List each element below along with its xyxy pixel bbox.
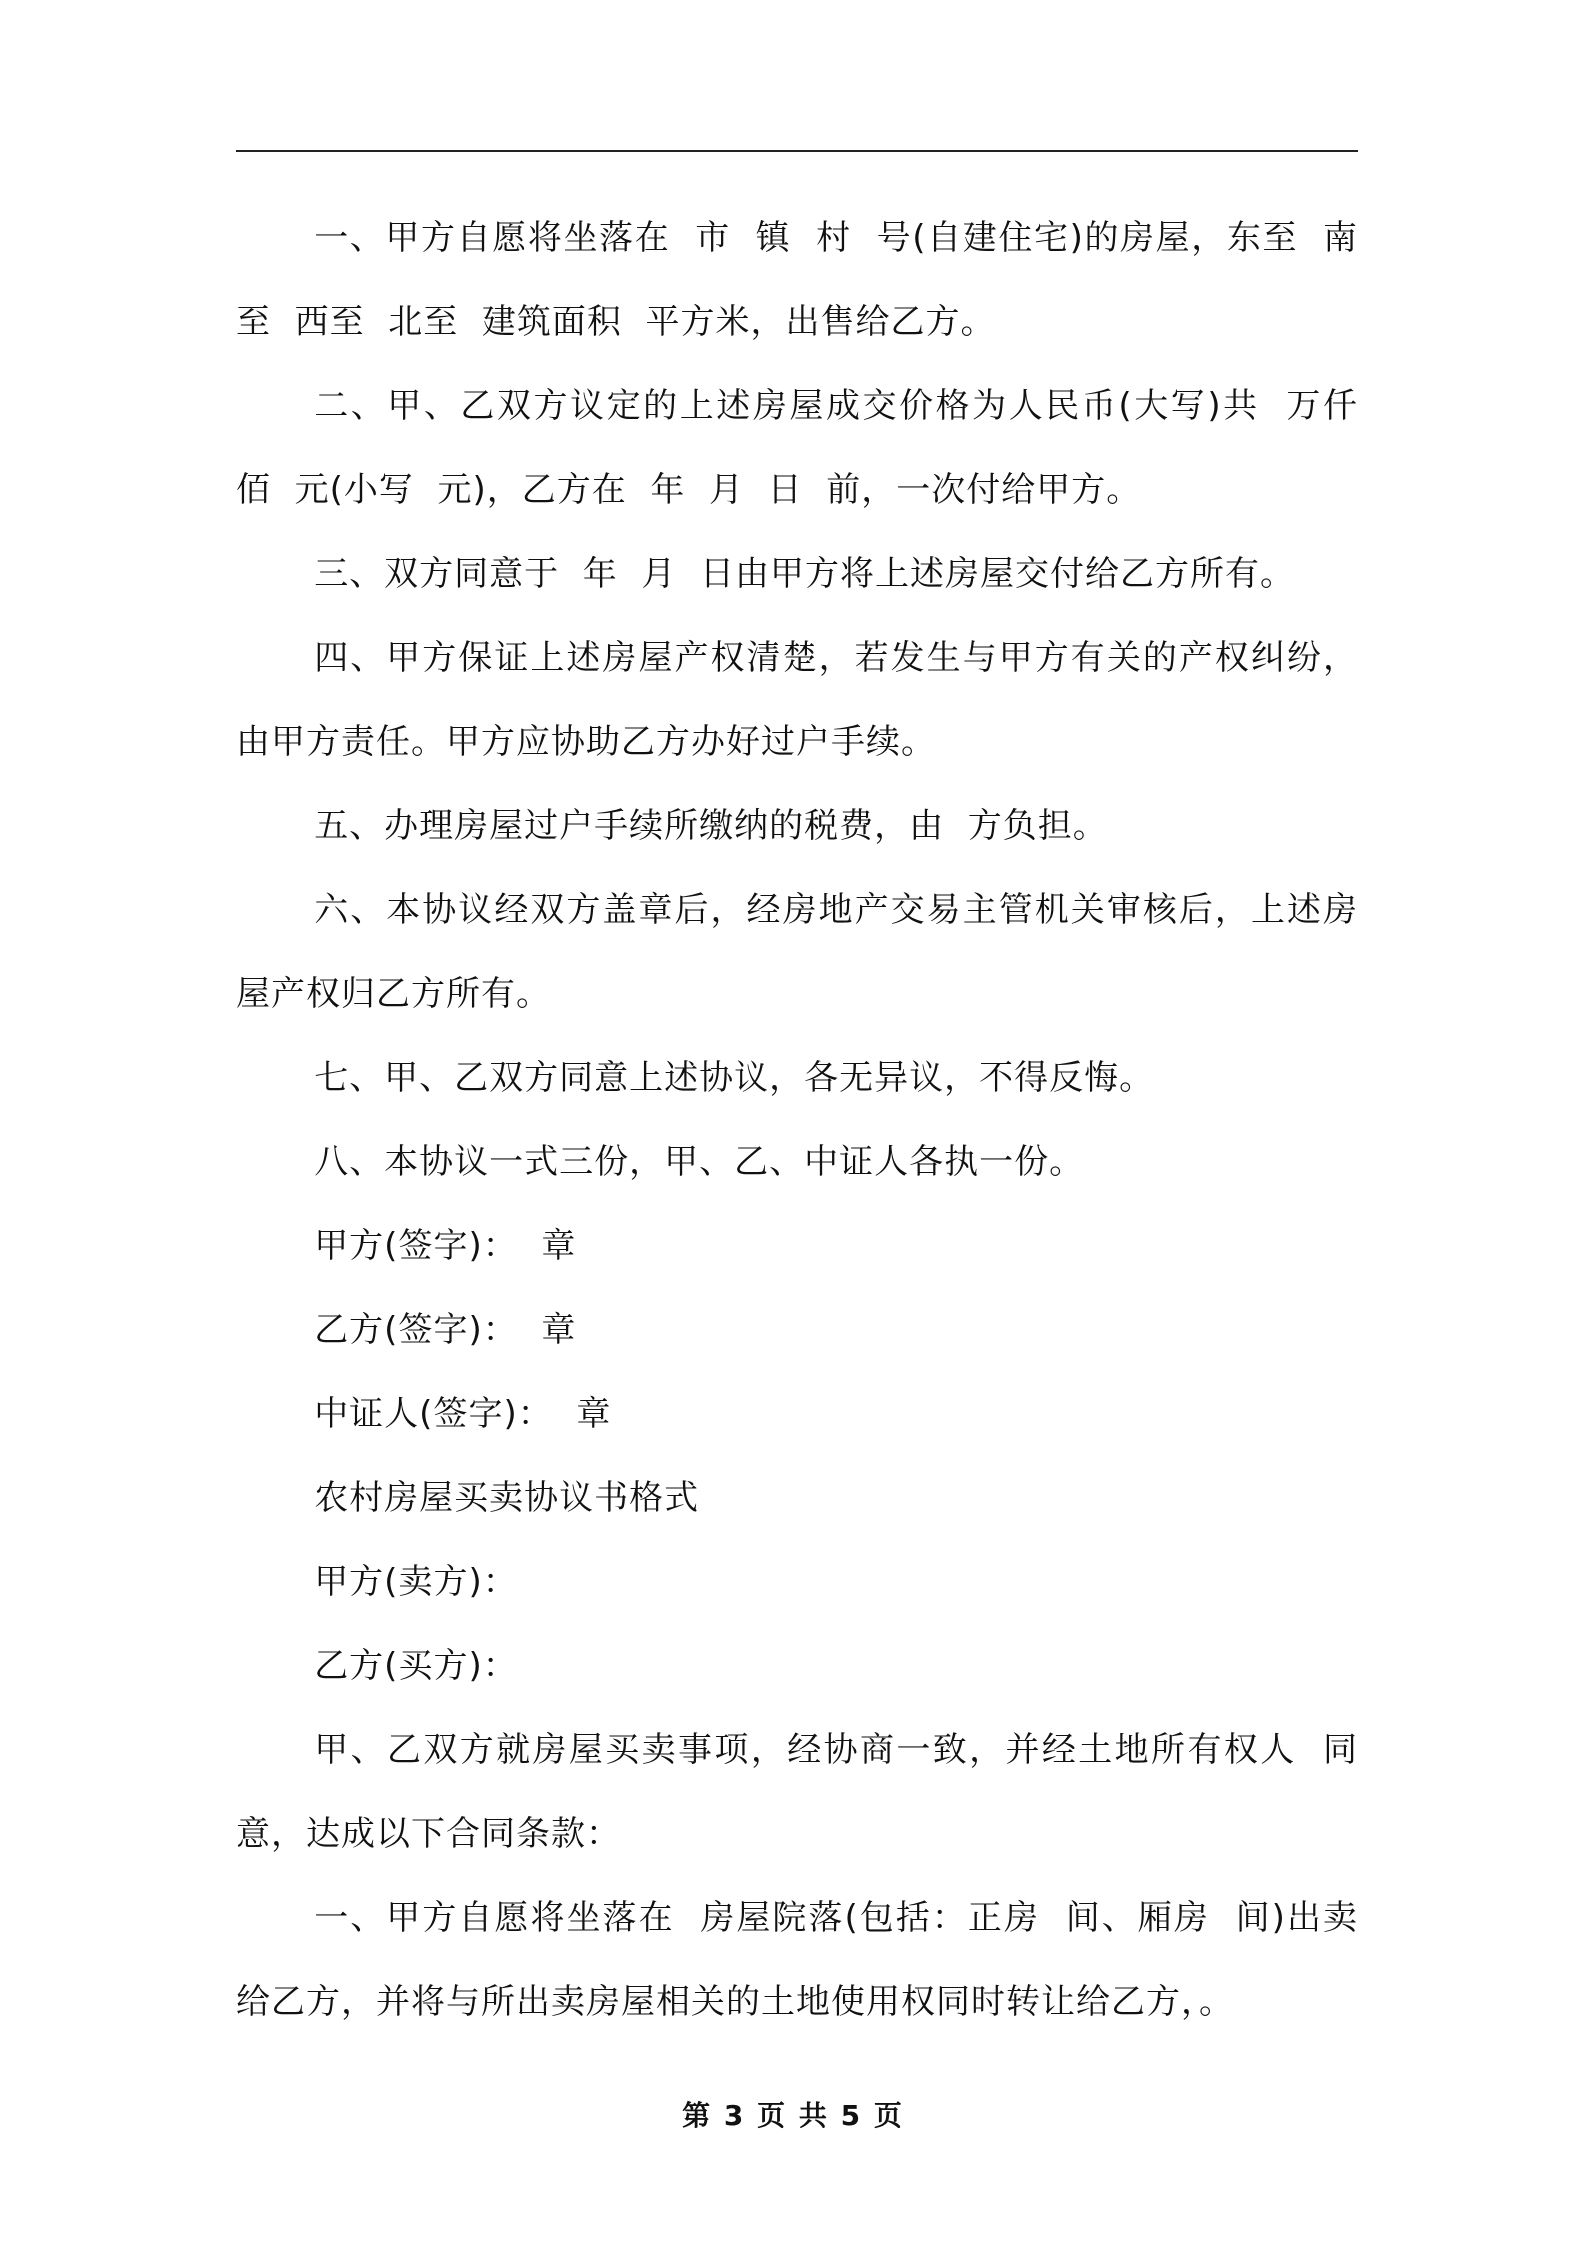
clause-1-location: 一、甲方自愿将坐落在 市 镇 村 号(自建住宅)的房屋，东至 南至 西至 北至 建筑面积 平方米，出售给乙方。 [236,218,1358,342]
clause-4-title-guarantee: 四、甲方保证上述房屋产权清楚，若发生与甲方有关的产权纠纷，由甲方责任。甲方应协助乙方办好过户手续。 [236,638,1358,762]
clause-5-taxes: 五、办理房屋过户手续所缴纳的税费，由 方负担。 [314,806,1108,846]
clause-7-agreement: 七、甲、乙双方同意上述协议，各无异议，不得反悔。 [314,1058,1155,1098]
clause-1-courtyard: 一、甲方自愿将坐落在 房屋院落(包括：正房 间、厢房 间)出卖给乙方，并将与所出卖房屋相关的土地使用权同时转让给乙方，。 [236,1898,1358,2022]
clause-6-approval: 六、本协议经双方盖章后，经房地产交易主管机关审核后，上述房屋产权归乙方所有。 [236,890,1358,1014]
witness-signature: 中证人(签字)： 章 [314,1394,612,1434]
clause-8-copies: 八、本协议一式三份，甲、乙、中证人各执一份。 [314,1142,1085,1182]
document-body [236,196,1382,2044]
page-number: 第 3 页 共 5 页 [682,2099,904,2132]
clause-2-price: 二、甲、乙双方议定的上述房屋成交价格为人民币(大写)共 万仟 佰 元(小写 元)，乙方在 年 月 日 前，一次付给甲方。 [236,386,1382,510]
party-a-signature: 甲方(签字)： 章 [314,1226,577,1266]
header-rule [236,150,1358,152]
clause-3-handover: 三、双方同意于 年 月 日由甲方将上述房屋交付给乙方所有。 [314,554,1296,594]
section-title: 农村房屋买卖协议书格式 [314,1478,700,1518]
seller-line: 甲方(卖方)： [314,1562,518,1602]
preamble: 甲、乙双方就房屋买卖事项，经协商一致，并经土地所有权人 同意，达成以下合同条款： [236,1730,1358,1854]
buyer-line: 乙方(买方)： [314,1646,518,1686]
party-b-signature: 乙方(签字)： 章 [314,1310,577,1350]
